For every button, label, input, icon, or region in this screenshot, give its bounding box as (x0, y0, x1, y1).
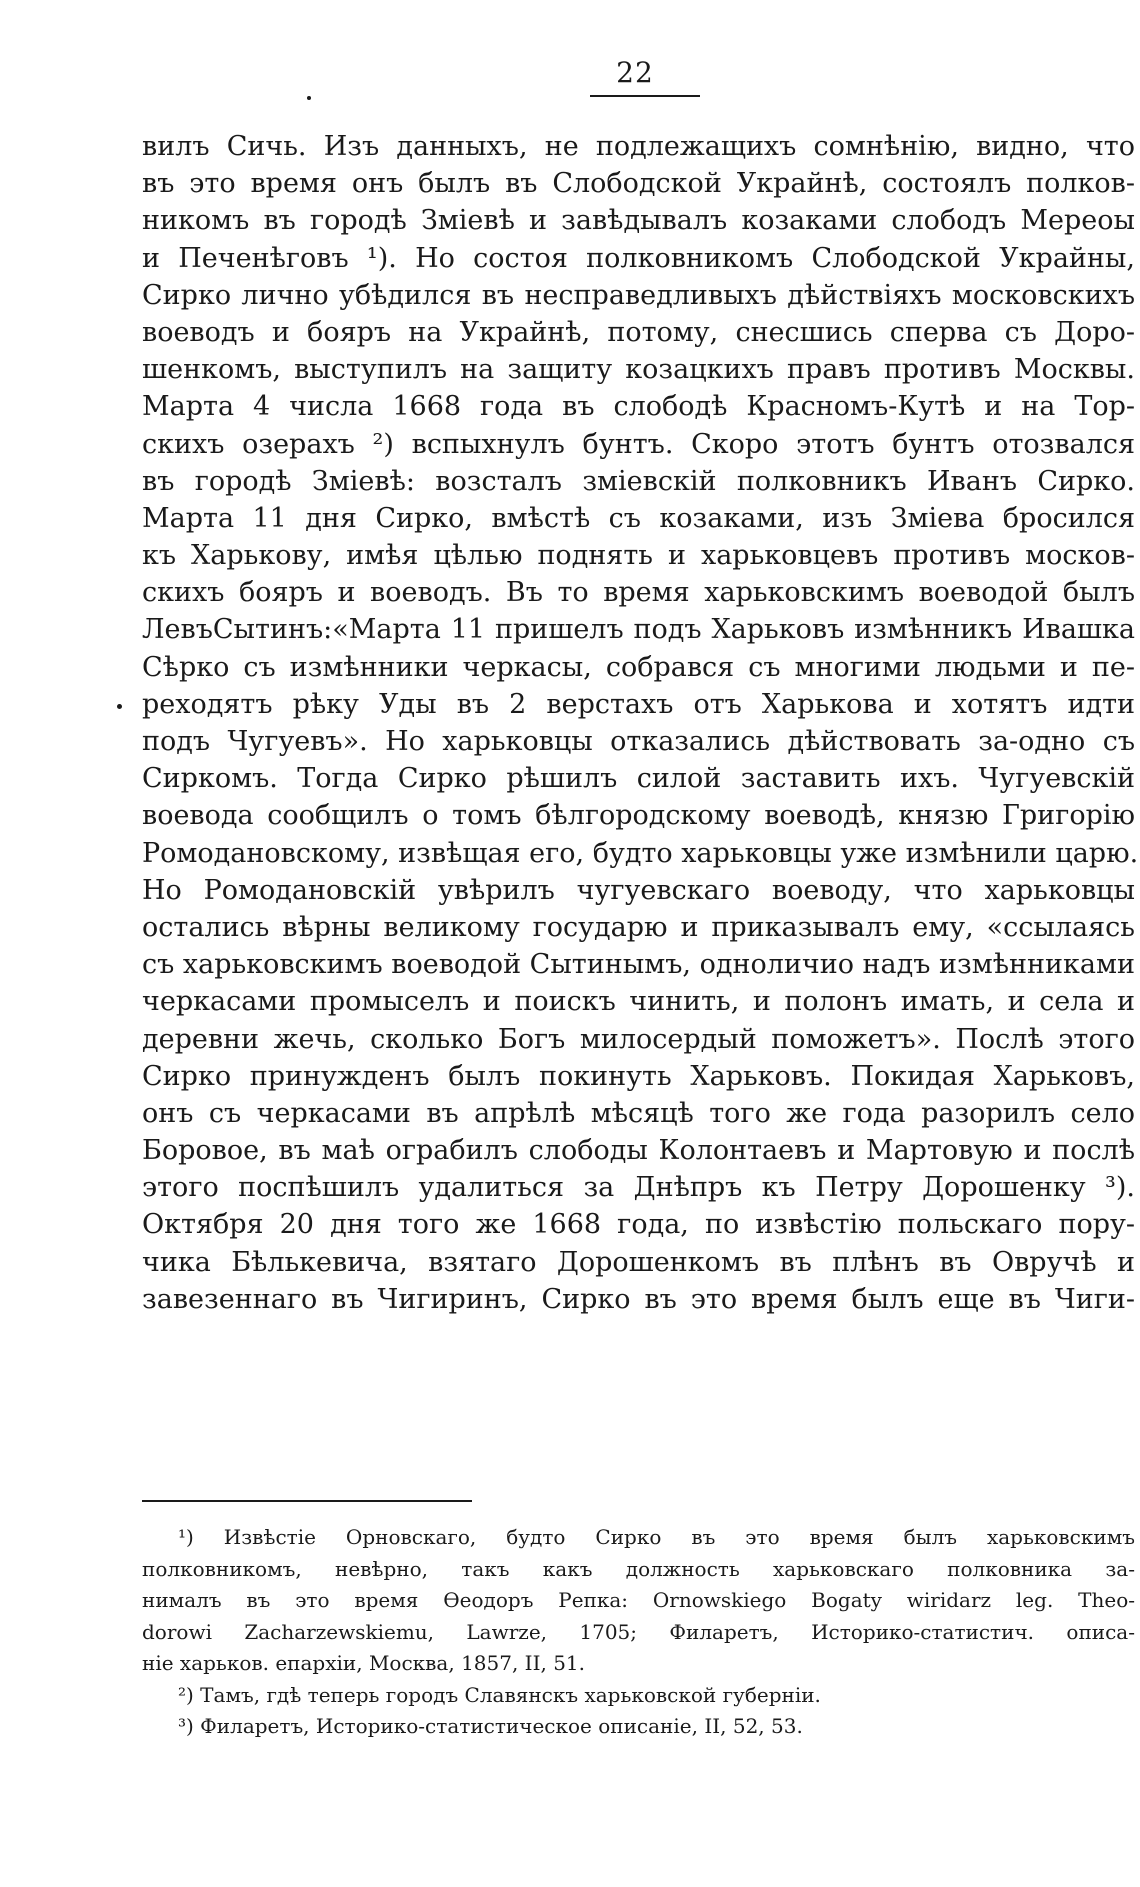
body-line: Октября 20 дня того же 1668 года, по извѣстію польскаго пору- (142, 1209, 1135, 1241)
footnote-line: dorowi Zacharzewskiemu, Lawrze, 1705; Филаретъ, Историко-статистич. описа- (142, 1619, 1135, 1644)
footnote-separator (142, 1500, 472, 1502)
body-line: деревни жечь, сколько Богъ милосердый поможетъ». Послѣ этого (142, 1023, 1135, 1055)
body-line: съ харьковскимъ воеводой Сытинымъ, одноличио надъ измѣнниками (142, 949, 1135, 981)
body-line: Сѣрко съ измѣнники черкасы, собрався съ многими людьми и пе- (142, 651, 1135, 683)
body-line: Сирко принужденъ былъ покинуть Харьковъ. Покидая Харьковъ, (142, 1060, 1135, 1092)
body-line: чика Бѣлькевича, взятаго Дорошенкомъ въ плѣнъ въ Овручѣ и (142, 1246, 1135, 1278)
body-line: къ Харькову, имѣя цѣлью поднять и харьковцевъ противъ москов- (142, 540, 1135, 572)
page-mark-dot (307, 96, 311, 100)
body-line: никомъ въ городѣ Зміевѣ и завѣдывалъ козаками слободъ Мереоы (142, 205, 1135, 237)
footnote-line: ¹) Извѣстіе Орновскаго, будто Сирко въ это время былъ харьковскимъ (178, 1525, 1135, 1549)
body-line: черкасами промыселъ и поискъ чинить, и полонъ имать, и села и (142, 986, 1135, 1018)
body-line: онъ съ черкасами въ апрѣлѣ мѣсяцѣ того же года разорилъ село (142, 1097, 1135, 1129)
body-line: Ромодановскому, извѣщая его, будто харьковцы уже измѣнили царю. (142, 837, 1139, 869)
body-line: шенкомъ, выступилъ на защиту козацкихъ правъ противъ Москвы. (142, 354, 1135, 386)
body-line: и Печенѣговъ ¹). Но состоя полковникомъ Слободской Украйны, (142, 242, 1135, 274)
footnote-line: ³) Филаретъ, Историко-статистическое описаніе, II, 52, 53. (178, 1714, 803, 1738)
body-line: остались вѣрны великому государю и приказывалъ ему, «ссылаясь (142, 911, 1135, 943)
body-line: вилъ Сичь. Изъ данныхъ, не подлежащихъ сомнѣнію, видно, что (142, 131, 1135, 162)
body-line: завезеннаго въ Чигиринъ, Сирко въ это время былъ еще въ Чиги- (142, 1283, 1135, 1315)
page-number-rule (590, 95, 700, 97)
body-line: реходятъ рѣку Уды въ 2 верстахъ отъ Харькова и хотятъ идти (142, 688, 1135, 720)
body-line: скихъ бояръ и воеводъ. Въ то время харьковскимъ воеводой былъ (142, 577, 1135, 609)
body-line: скихъ озерахъ ²) вспыхнулъ бунтъ. Скоро этотъ бунтъ отозвался (142, 428, 1135, 460)
body-line: Но Ромодановскій увѣрилъ чугуевскаго воеводу, что харьковцы (142, 874, 1135, 906)
body-line: воеводъ и бояръ на Украйнѣ, потому, снесшись сперва съ Доро- (142, 316, 1135, 348)
footnote-line: ніе харьков. епархіи, Москва, 1857, II, 51. (142, 1651, 585, 1675)
body-line: Боровое, въ маѣ ограбилъ слободы Колонтаевъ и Мартовую и послѣ (142, 1135, 1135, 1167)
footnote-line: полковникомъ, невѣрно, такъ какъ должность харьковскаго полковника за- (142, 1556, 1135, 1581)
body-line: этого поспѣшилъ удалиться за Днѣпръ къ Петру Дорошенку ³). (142, 1172, 1135, 1204)
body-line: ЛевъСытинъ:«Марта 11 пришелъ подъ Харьковъ измѣнникъ Ивашка (142, 614, 1135, 646)
margin-mark-dot (117, 704, 122, 709)
footnote-line: ²) Тамъ, гдѣ теперь городъ Славянскъ харьковской губерніи. (178, 1682, 821, 1707)
body-line: Марта 11 дня Сирко, вмѣстѣ съ козаками, изъ Зміева бросился (142, 502, 1135, 534)
footnote-line: нималъ въ это время Ѳеодоръ Репка: Ornowskiego Bogaty wiridarz leg. Theo- (142, 1588, 1135, 1612)
body-line: въ это время онъ былъ въ Слободской Украйнѣ, состоялъ полков- (142, 168, 1135, 200)
body-line: въ городѣ Зміевѣ: возсталъ зміевскій полковникъ Иванъ Сирко. (142, 465, 1135, 497)
body-line: Сирко лично убѣдился въ несправедливыхъ дѣйствіяхъ московскихъ (142, 279, 1135, 311)
body-line: подъ Чугуевъ». Но харьковцы отказались дѣйствовать за-одно съ (142, 726, 1135, 757)
page-number: 22 (616, 56, 654, 89)
body-line: Сиркомъ. Тогда Сирко рѣшилъ силой заставить ихъ. Чугуевскій (142, 763, 1135, 795)
body-line: Марта 4 числа 1668 года въ слободѣ Красномъ-Кутѣ и на Тор- (142, 391, 1135, 423)
main-text (142, 128, 1139, 1318)
body-line: воевода сообщилъ о томъ бѣлгородскому воеводѣ, князю Григорію (142, 800, 1135, 832)
footnotes (142, 1522, 1135, 1743)
